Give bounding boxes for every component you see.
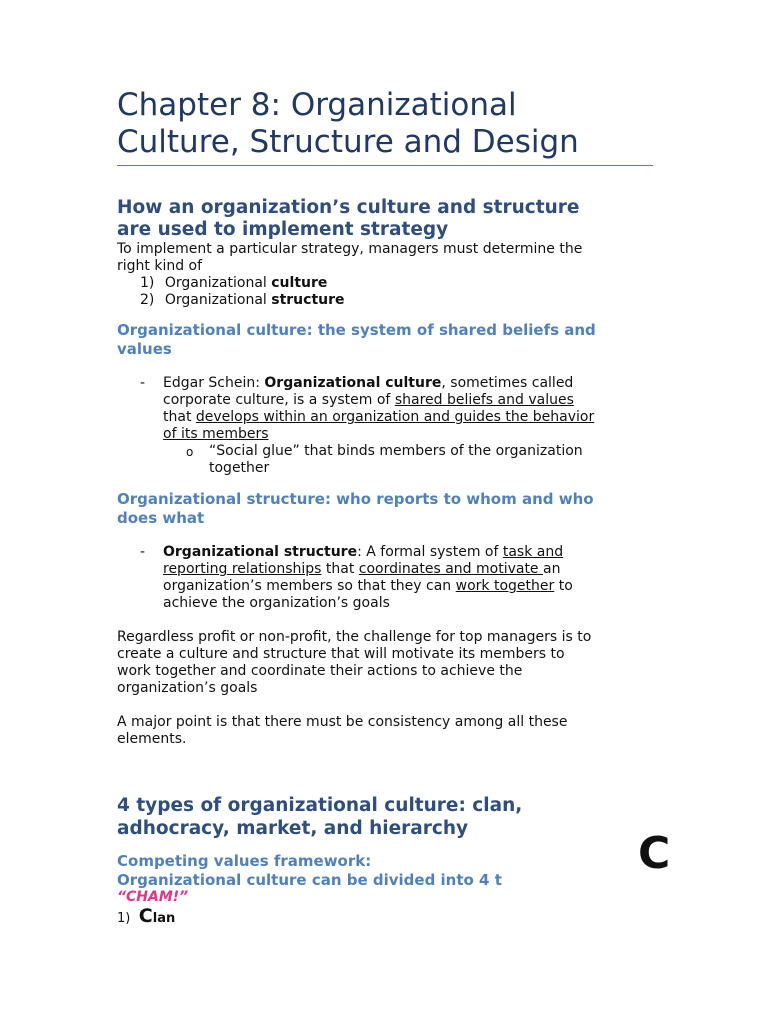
- structure-term: Organizational structure: [163, 544, 358, 560]
- paragraph-line: organization’s goals: [117, 680, 258, 696]
- structure-def-text: organization’s members so that they can: [163, 578, 456, 594]
- structure-def-line2: [163, 561, 560, 579]
- paragraph-line: work together and coordinate their actions to achieve the: [117, 663, 523, 679]
- cham-mnemonic: “CHAM!”: [117, 889, 189, 905]
- culture-underlined: develops within an organization and guides the behavior: [195, 409, 595, 425]
- clan-rest: lan: [152, 911, 176, 926]
- structure-def-text: that: [321, 561, 359, 577]
- bullet-dash: -: [140, 544, 146, 560]
- sub-bullet-icon: o: [186, 445, 194, 459]
- culture-def-text: Edgar Schein:: [163, 375, 265, 391]
- types-heading-line1: 4 types of organizational culture: clan,: [117, 795, 523, 816]
- social-glue-line1: “Social glue” that binds members of the organization: [209, 443, 583, 459]
- structure-def-text: to: [554, 578, 573, 594]
- structure-underlined: reporting relationships: [163, 561, 322, 577]
- paragraph-line: elements.: [117, 731, 187, 747]
- culture-def-text: that: [163, 409, 196, 425]
- clan-initial: C: [138, 905, 153, 927]
- list-bold-term: structure: [271, 292, 345, 308]
- structure-underlined: work together: [455, 578, 555, 594]
- types-heading-line2: adhocracy, market, and hierarchy: [117, 818, 469, 839]
- culture-def-line2: [163, 392, 574, 410]
- competing-values-line1: Competing values framework:: [117, 852, 372, 870]
- culture-heading-line2: values: [117, 340, 172, 358]
- culture-def-line3: [163, 409, 594, 427]
- structure-heading-line1: Organizational structure: who reports to whom and who: [117, 490, 594, 508]
- bullet-dash: -: [140, 375, 146, 391]
- big-letter-c: C: [638, 828, 671, 879]
- intro-line1: To implement a particular strategy, managers must determine the: [117, 241, 583, 257]
- structure-def-text: : A formal system of: [357, 544, 503, 560]
- list-text: Organizational: [164, 275, 272, 291]
- structure-def-line3: [163, 578, 573, 596]
- structure-def-text: an: [543, 561, 561, 577]
- structure-heading-line2: does what: [117, 509, 205, 527]
- title-divider: [117, 165, 653, 166]
- culture-term: Organizational culture: [264, 375, 442, 391]
- culture-def-line4: of its members: [163, 426, 269, 442]
- list-number: 1): [117, 911, 131, 926]
- section-heading-strategy-line2: are used to implement strategy: [117, 219, 449, 240]
- list-item: [140, 275, 327, 293]
- paragraph-line: A major point is that there must be consistency among all these: [117, 714, 568, 730]
- list-item: [140, 292, 345, 310]
- structure-def-line1: [163, 544, 563, 562]
- competing-values-line2: Organizational culture can be divided into 4 t: [117, 871, 502, 889]
- paragraph-line: create a culture and structure that will motivate its members to: [117, 646, 565, 662]
- culture-def-text: , sometimes called: [441, 375, 574, 391]
- culture-def-text: corporate culture, is a system of: [163, 392, 395, 408]
- culture-underlined: shared beliefs and values: [394, 392, 574, 408]
- list-number: 1): [140, 275, 155, 291]
- list-number: 2): [140, 292, 155, 308]
- culture-heading-line1: Organizational culture: the system of shared beliefs and: [117, 321, 596, 339]
- structure-underlined: coordinates and motivate: [358, 561, 543, 577]
- intro-line2: right kind of: [117, 258, 203, 274]
- page-title-line2: Culture, Structure and Design: [117, 124, 579, 160]
- structure-underlined: task and: [502, 544, 564, 560]
- list-item-clan: [117, 905, 176, 928]
- social-glue-line2: together: [209, 460, 270, 476]
- list-bold-term: culture: [271, 275, 328, 291]
- page-title-line1: Chapter 8: Organizational: [117, 87, 517, 123]
- section-heading-strategy-line1: How an organization’s culture and structure: [117, 197, 580, 218]
- paragraph-line: Regardless profit or non-profit, the challenge for top managers is to: [117, 629, 592, 645]
- structure-def-line4: achieve the organization’s goals: [163, 595, 390, 611]
- list-text: Organizational: [164, 292, 272, 308]
- culture-def-line1: [163, 375, 573, 393]
